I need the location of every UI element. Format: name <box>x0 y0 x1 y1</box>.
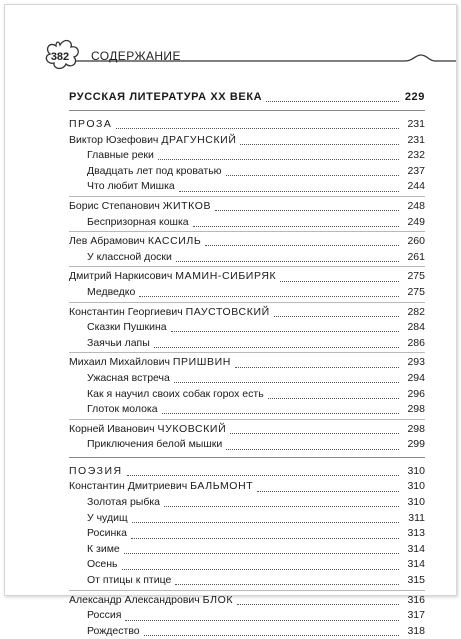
author-separator <box>69 302 425 303</box>
toc-label: Главные реки <box>87 149 154 162</box>
toc-page: 282 <box>407 305 425 318</box>
toc-work[interactable] <box>69 320 425 336</box>
toc-work[interactable] <box>69 402 425 418</box>
toc-leader <box>266 91 399 102</box>
toc-leader <box>240 134 399 145</box>
toc-leader <box>280 271 399 282</box>
toc-leader <box>215 200 399 211</box>
toc-leader <box>235 357 399 368</box>
author-first-name: Константин Дмитриевич <box>69 480 191 493</box>
toc-label <box>69 422 226 438</box>
toc-author[interactable] <box>69 234 425 250</box>
toc-page: 310 <box>407 464 425 477</box>
toc-leader <box>144 625 399 636</box>
author-first-name: Лев Абрамович <box>69 235 148 248</box>
toc-leader <box>122 559 399 570</box>
toc-label: У классной доски <box>87 250 172 263</box>
toc-work[interactable] <box>69 179 425 195</box>
toc-author[interactable] <box>69 305 425 321</box>
toc-leader <box>237 594 399 605</box>
divider <box>69 457 425 458</box>
toc-label: Рождество <box>87 624 140 637</box>
toc-page: 316 <box>407 593 425 606</box>
toc-page: 314 <box>407 558 425 571</box>
toc-page: 244 <box>407 180 425 193</box>
author-first-name: Александр Александрович <box>69 593 203 606</box>
toc-label: РУССКАЯ ЛИТЕРАТУРА XX ВЕКА <box>69 91 263 103</box>
toc-leader <box>230 423 399 434</box>
toc-author[interactable] <box>69 133 425 149</box>
page-header <box>5 5 456 75</box>
toc-section-prose[interactable] <box>69 117 425 133</box>
document-page <box>4 4 457 637</box>
author-separator <box>69 231 425 232</box>
page-number: 382 <box>50 51 70 63</box>
toc-leader <box>175 574 399 585</box>
toc-label: Что любит Мишка <box>87 180 175 193</box>
toc-page: 232 <box>407 149 425 162</box>
author-last-name: ПАУСТОВСКИЙ <box>185 305 270 318</box>
toc-label: У чудищ <box>87 511 128 524</box>
toc-label <box>69 479 253 495</box>
toc-label: ПОЭЗИЯ <box>69 464 123 477</box>
toc-leader <box>171 321 399 332</box>
toc-work[interactable] <box>69 164 425 180</box>
toc-page: 298 <box>407 403 425 416</box>
author-last-name: ДРАГУНСКИЙ <box>161 133 237 146</box>
toc-work[interactable] <box>69 215 425 231</box>
toc-work[interactable] <box>69 387 425 403</box>
author-separator <box>69 590 425 591</box>
toc-leader <box>124 543 399 554</box>
author-last-name: БАЛЬМОНТ <box>190 480 254 493</box>
toc-author[interactable] <box>69 355 425 371</box>
toc-page: 231 <box>407 133 425 146</box>
toc-leader <box>226 439 399 450</box>
toc-label: От птицы к птице <box>87 574 172 587</box>
toc-page: 293 <box>407 356 425 369</box>
toc-label: Осень <box>87 558 118 571</box>
toc-page: 286 <box>407 336 425 349</box>
toc-page: 275 <box>407 270 425 283</box>
poetry-authors <box>69 479 425 639</box>
toc-work[interactable] <box>69 495 425 511</box>
toc-leader <box>154 337 399 348</box>
toc-leader <box>125 610 399 621</box>
author-first-name: Дмитрий Наркисович <box>69 270 176 283</box>
toc-page: 248 <box>407 199 425 212</box>
author-first-name: Михаил Михайлович <box>69 356 173 369</box>
toc-label: Сказки Пушкина <box>87 321 167 334</box>
author-last-name: КАССИЛЬ <box>147 235 202 248</box>
author-last-name: БЛОК <box>202 593 234 606</box>
toc-author[interactable] <box>69 199 425 215</box>
author-separator <box>69 196 425 197</box>
toc-page: 249 <box>407 215 425 228</box>
toc-page: 296 <box>407 387 425 400</box>
toc-leader <box>274 306 399 317</box>
toc-label: К зиме <box>87 542 120 555</box>
author-last-name: ЖИТКОВ <box>162 199 212 212</box>
table-of-contents <box>69 89 425 639</box>
toc-leader <box>131 528 399 539</box>
header-title: СОДЕРЖАНИЕ <box>91 49 181 63</box>
toc-author[interactable] <box>69 422 425 438</box>
toc-work[interactable] <box>69 437 425 453</box>
toc-label <box>69 593 233 609</box>
toc-work[interactable] <box>69 542 425 558</box>
toc-work[interactable] <box>69 511 425 527</box>
toc-work[interactable] <box>69 624 425 639</box>
author-first-name: Константин Георгиевич <box>69 305 186 318</box>
toc-label: Золотая рыбка <box>87 496 161 509</box>
toc-page: 310 <box>407 480 425 493</box>
toc-leader <box>162 403 399 414</box>
toc-label: Росинка <box>87 527 127 540</box>
toc-leader <box>193 216 399 227</box>
toc-page: 284 <box>407 321 425 334</box>
toc-page: 310 <box>407 496 425 509</box>
toc-page: 260 <box>407 235 425 248</box>
author-separator <box>69 266 425 267</box>
toc-author[interactable] <box>69 269 425 285</box>
toc-page: 261 <box>407 250 425 263</box>
toc-label: ПРОЗА <box>69 118 113 130</box>
toc-leader <box>158 149 399 160</box>
toc-label <box>69 234 201 250</box>
prose-authors <box>69 133 425 453</box>
toc-page: 299 <box>407 438 425 451</box>
toc-leader <box>257 481 399 492</box>
toc-leader <box>179 181 399 192</box>
toc-page: 311 <box>408 511 425 524</box>
toc-label: Россия <box>87 609 122 622</box>
toc-label: Ужасная встреча <box>87 371 170 384</box>
divider <box>69 110 425 111</box>
toc-leader <box>132 512 399 523</box>
toc-work[interactable] <box>69 608 425 624</box>
toc-label: Как я научил своих собак горох есть <box>87 387 264 400</box>
toc-work[interactable] <box>69 148 425 164</box>
author-separator <box>69 352 425 353</box>
toc-leader <box>176 251 399 262</box>
toc-leader <box>127 465 399 476</box>
toc-label: Медведко <box>87 285 136 298</box>
toc-page: 294 <box>407 371 425 384</box>
toc-leader <box>226 165 399 176</box>
toc-page: 314 <box>407 542 425 555</box>
toc-leader <box>205 235 399 246</box>
toc-work[interactable] <box>69 573 425 589</box>
toc-work[interactable] <box>69 526 425 542</box>
toc-section-poetry[interactable] <box>69 464 425 480</box>
toc-label <box>69 269 276 285</box>
toc-work[interactable] <box>69 250 425 266</box>
toc-label: Беспризорная кошка <box>87 215 189 228</box>
toc-label: Глоток молока <box>87 403 158 416</box>
toc-page: 229 <box>404 91 425 103</box>
author-last-name: ЧУКОВСКИЙ <box>157 422 227 435</box>
toc-part-title[interactable] <box>69 89 425 106</box>
toc-page: 275 <box>407 285 425 298</box>
author-separator <box>69 419 425 420</box>
toc-page: 231 <box>407 118 425 130</box>
toc-work[interactable] <box>69 285 425 301</box>
author-first-name: Борис Степанович <box>69 199 163 212</box>
toc-label: Двадцать лет под кроватью <box>87 164 222 177</box>
toc-work[interactable] <box>69 336 425 352</box>
author-first-name: Корней Иванович <box>69 422 158 435</box>
toc-work[interactable] <box>69 371 425 387</box>
toc-label <box>69 355 231 371</box>
toc-page: 298 <box>407 422 425 435</box>
toc-label <box>69 305 270 321</box>
toc-author[interactable] <box>69 593 425 609</box>
author-first-name: Виктор Юзефович <box>69 133 162 146</box>
toc-label <box>69 133 236 149</box>
toc-label: Заячьи лапы <box>87 336 150 349</box>
toc-leader <box>164 496 399 507</box>
toc-label <box>69 199 211 215</box>
toc-label: Приключения белой мышки <box>87 438 223 451</box>
toc-work[interactable] <box>69 557 425 573</box>
toc-author[interactable] <box>69 479 425 495</box>
toc-page: 313 <box>407 527 425 540</box>
toc-page: 237 <box>407 164 425 177</box>
header-ornament <box>5 5 456 75</box>
author-last-name: ПРИШВИН <box>172 356 231 369</box>
toc-leader <box>116 118 399 129</box>
author-last-name: МАМИН-СИБИРЯК <box>175 270 277 283</box>
toc-leader <box>174 372 399 383</box>
toc-page: 318 <box>407 624 425 637</box>
toc-page: 315 <box>407 574 425 587</box>
toc-leader <box>268 388 399 399</box>
toc-leader <box>139 286 399 297</box>
toc-page: 317 <box>407 609 425 622</box>
